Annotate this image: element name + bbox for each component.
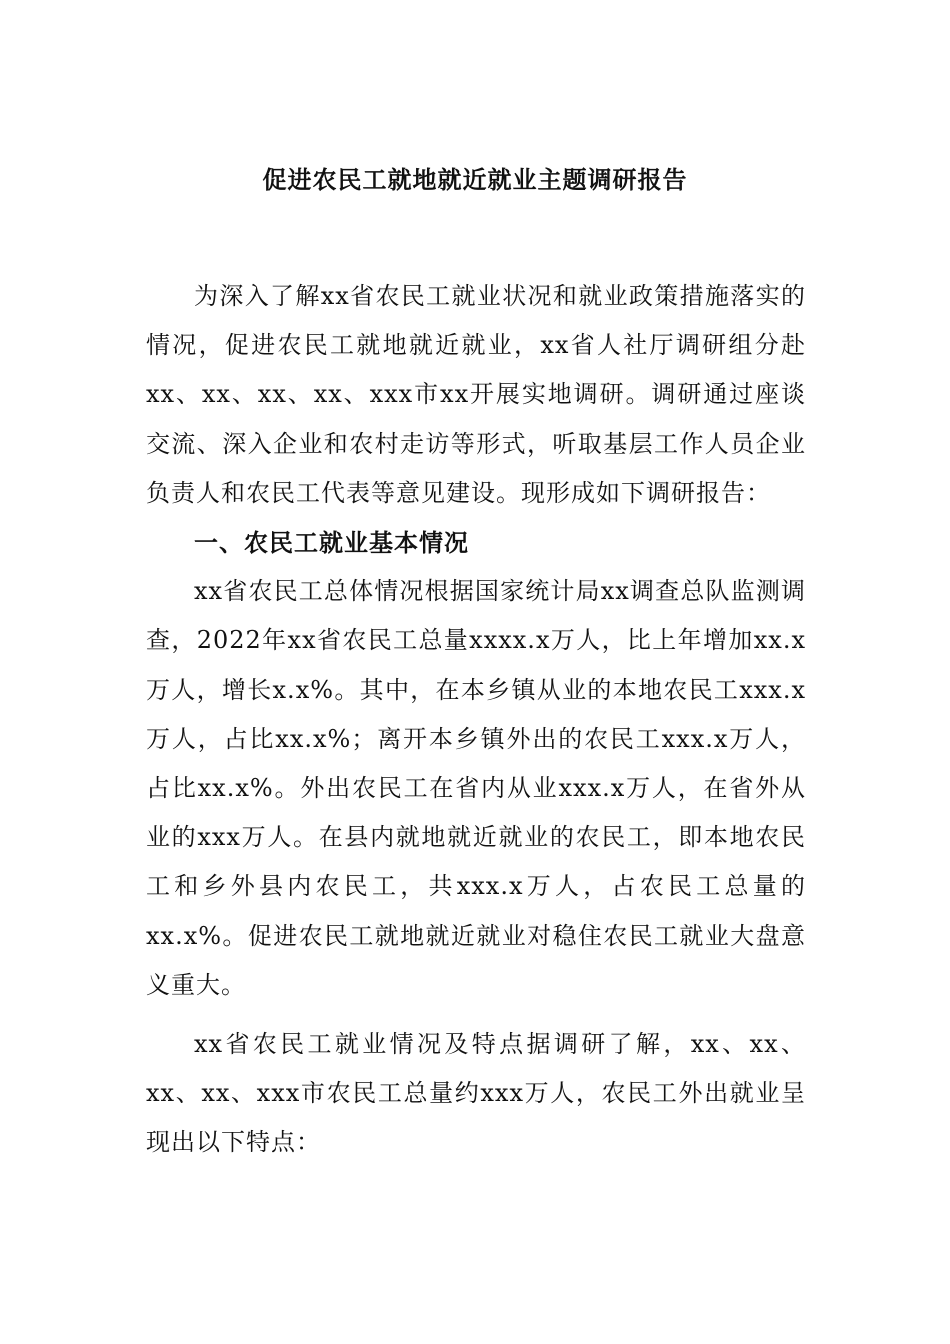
section-1-paragraph-1: xx省农民工总体情况根据国家统计局xx调查总队监测调查，2022年xx省农民工总量xxxx.x万人，比上年增加xx.x万人，增长x.x%。其中，在本乡镇从业的本地农民工xxx.x万人，占比xx.x%；离开本乡镇外出的农民工xxx.x万人，占比xx.x%。外出农民工在省内从业xxx.x万人，在省外从业的xxx万人。在县内就地就近就业的农民工，即本地农民工和乡外县内农民工，共xxx.x万人，占农民工总量的xx.x%。促进农民工就地就近就业对稳住农民工就业大盘意义重大。 [146,577,806,999]
intro-paragraph: 为深入了解xx省农民工就业状况和就业政策措施落实的情况，促进农民工就地就近就业，xx省人社厅调研组分赴xx、xx、xx、xx、xxx市xx开展实地调研。调研通过座谈交流、深入企业和农村走访等形式，听取基层工作人员企业负责人和农民工代表等意见建设。现形成如下调研报告： [146,282,806,507]
document-body [146,272,806,1168]
section-1-paragraph-2: xx省农民工就业情况及特点据调研了解，xx、xx、xx、xx、xxx市农民工总量约xxx万人，农民工外出就业呈现出以下特点： [146,1030,806,1157]
document-title: 促进农民工就地就近就业主题调研报告 [262,165,688,194]
section-heading-1: 一、农民工就业基本情况 [194,528,469,558]
